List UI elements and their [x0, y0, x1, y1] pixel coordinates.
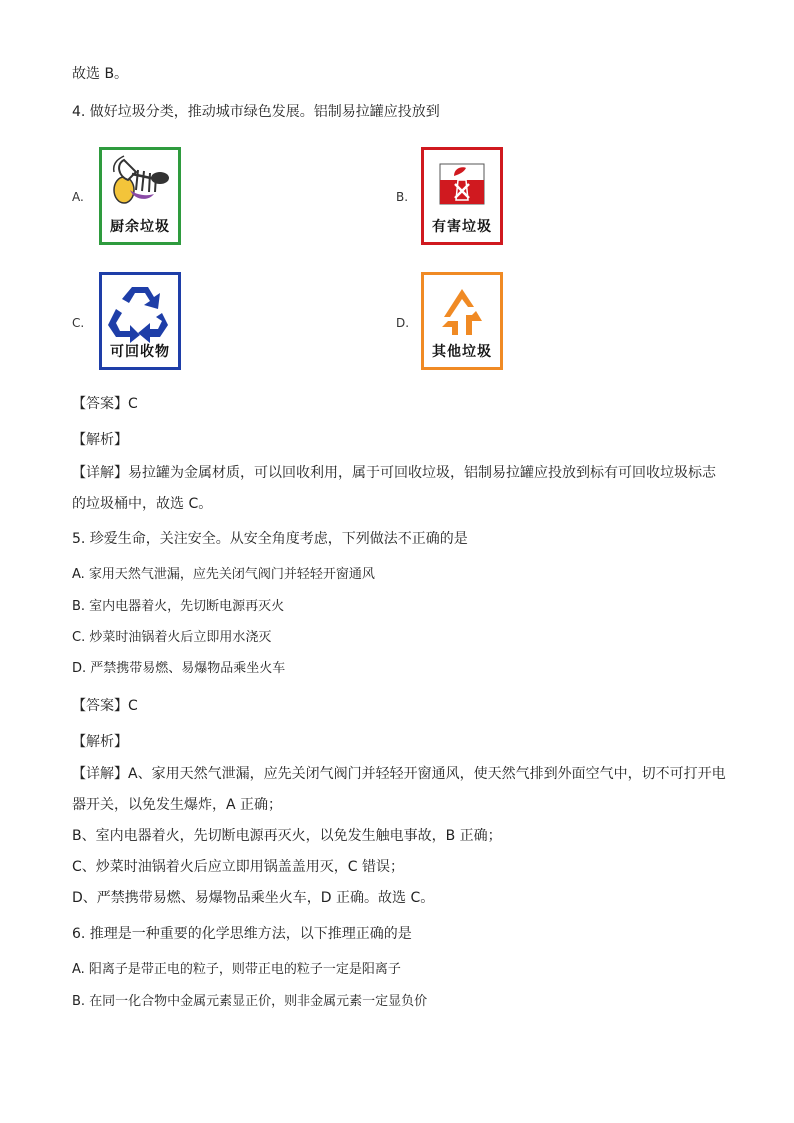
question-5-option-d: D. 严禁携带易燃、易爆物品乘坐火车	[72, 661, 286, 676]
detail-5-line-2: 器开关，以免发生爆炸，A 正确；	[72, 797, 283, 813]
question-6: 6. 推理是一种重要的化学思维方法，以下推理正确的是	[72, 926, 412, 942]
analysis-4-heading: 【解析】	[72, 432, 128, 448]
option-b-caption: 有害垃圾	[432, 219, 492, 235]
option-c-caption: 可回收物	[110, 344, 170, 360]
detail-5-line-5: D、严禁携带易燃、易爆物品乘坐火车，D 正确。故选 C。	[72, 890, 435, 906]
detail-5-line-3: B、室内电器着火，先切断电源再灭火，以免发生触电事故，B 正确；	[72, 828, 502, 844]
detail-4-line-1: 【详解】易拉罐为金属材质，可以回收利用，属于可回收垃圾，铝制易拉罐应投放到标有可回收垃圾标志	[72, 465, 716, 481]
option-d-caption: 其他垃圾	[432, 344, 492, 360]
option-a-label: A.	[72, 190, 84, 204]
other-waste-bin	[421, 272, 503, 370]
answer-5: 【答案】C	[72, 698, 138, 714]
option-a-caption: 厨余垃圾	[110, 219, 170, 235]
other-waste-icon	[424, 277, 500, 343]
question-5-option-b: B. 室内电器着火，先切断电源再灭火	[72, 599, 285, 614]
analysis-5-heading: 【解析】	[72, 734, 128, 750]
kitchen-waste-bin	[99, 147, 181, 245]
question-5-option-c: C. 炒菜时油锅着火后立即用水浇灭	[72, 630, 272, 645]
hazardous-waste-bin	[421, 147, 503, 245]
detail-4-line-2: 的垃圾桶中，故选 C。	[72, 496, 213, 512]
question-4: 4. 做好垃圾分类，推动城市绿色发展。铝制易拉罐应投放到	[72, 104, 440, 120]
hazard-icon	[424, 150, 500, 216]
food-scraps-icon	[102, 150, 178, 216]
recyclable-bin	[99, 272, 181, 370]
option-d-label: D.	[396, 316, 410, 330]
option-c-label: C.	[72, 316, 85, 330]
answer-line-prev: 故选 B。	[72, 66, 129, 82]
recycle-icon	[102, 279, 178, 345]
option-b-label: B.	[396, 190, 409, 204]
question-5: 5. 珍爱生命，关注安全。从安全角度考虑，下列做法不正确的是	[72, 531, 468, 547]
question-6-option-b: B. 在同一化合物中金属元素显正价，则非金属元素一定显负价	[72, 994, 428, 1009]
question-6-option-a: A. 阳离子是带正电的粒子，则带正电的粒子一定是阳离子	[72, 962, 401, 977]
detail-5-line-4: C、炒菜时油锅着火后应立即用锅盖盖用灭，C 错误；	[72, 859, 404, 875]
question-5-option-a: A. 家用天然气泄漏，应先关闭气阀门并轻轻开窗通风	[72, 567, 375, 582]
answer-4: 【答案】C	[72, 396, 138, 412]
detail-5-line-1: 【详解】A、家用天然气泄漏，应先关闭气阀门并轻轻开窗通风，使天然气排到外面空气中，切不可打开电	[72, 766, 726, 782]
